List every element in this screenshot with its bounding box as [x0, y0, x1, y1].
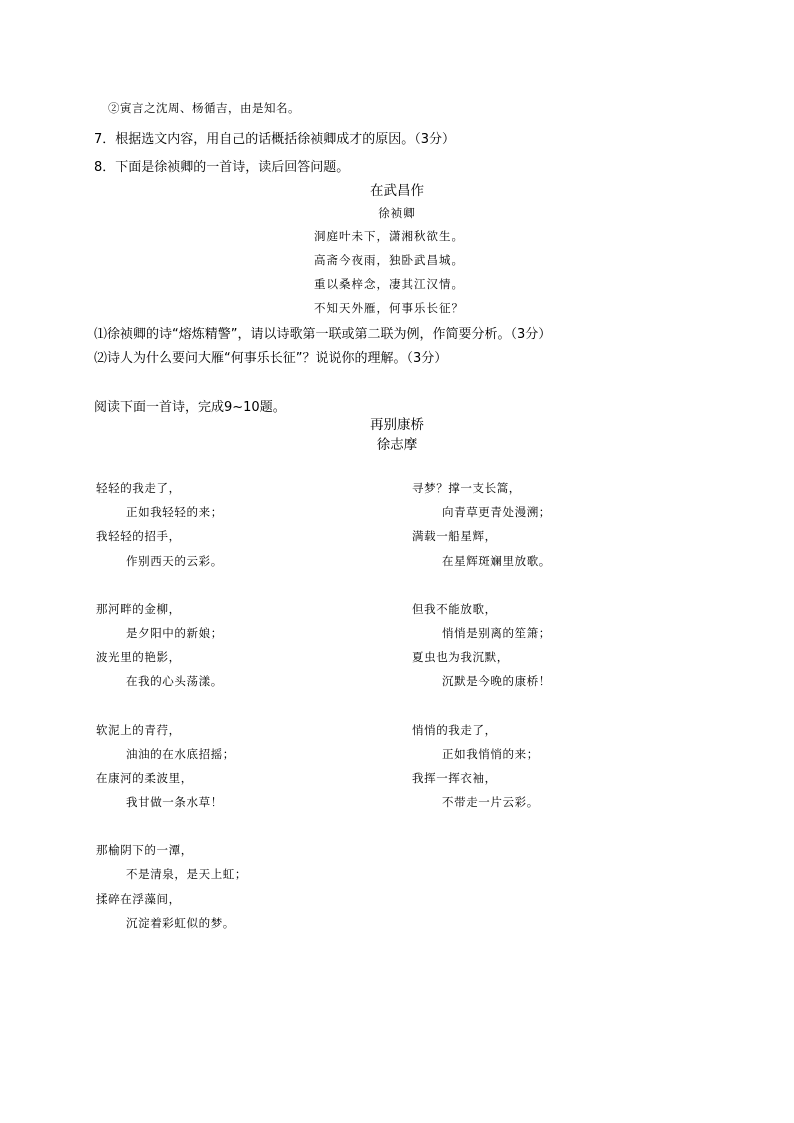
poem1-line: 洞庭叶未下，潇湘秋欲生。: [314, 229, 464, 243]
poem-line: 寻梦？撑一支长篙，: [412, 481, 521, 495]
poem-line: 作别西天的云彩。: [126, 553, 223, 568]
stanza: [412, 597, 742, 694]
poem-line: 那榆阴下的一潭，: [96, 843, 193, 858]
poem-line: 向青草更青处漫溯；: [442, 505, 551, 520]
poem-line: 我挥一挥衣袖，: [412, 770, 497, 785]
question-8-2: ⑵诗人为什么要问大雁“何事乐长征”？说说你的理解。（3分）: [94, 351, 448, 366]
stanza: [96, 597, 426, 694]
poem-line: 夏虫也为我沉默，: [412, 650, 509, 665]
poem2-author: 徐志摩: [376, 437, 418, 453]
poem2-left-column: [96, 476, 426, 935]
stanza: [96, 718, 426, 815]
poem-line: 油油的在水底招摇；: [126, 746, 235, 761]
poem-line: 那河畔的金柳，: [96, 601, 181, 616]
poem-line: 在我的心头荡漾。: [126, 674, 223, 689]
poem2-right-column: [412, 476, 742, 814]
poem1-author: 徐祯卿: [378, 206, 416, 220]
poem1-line: 重以桑梓念，凄其江汉情。: [314, 277, 464, 291]
poem-line: 沉淀着彩虹似的梦。: [126, 915, 235, 930]
stanza: [412, 476, 742, 573]
poem-line: 满载一船星辉，: [412, 529, 497, 544]
poem-line: 正如我悄悄的来；: [442, 746, 539, 761]
poem1-title: 在武昌作: [370, 183, 424, 199]
poem-line: 悄悄是别离的笙箫；: [442, 625, 551, 640]
poem-line: 悄悄的我走了，: [412, 722, 497, 737]
poem-line: 揉碎在浮藻间，: [96, 891, 181, 906]
poem-line: 是夕阳中的新娘；: [126, 625, 223, 640]
poem-line: 波光里的艳影，: [96, 650, 181, 665]
reading-instruction: 阅读下面一首诗，完成9~10题。: [94, 400, 286, 415]
poem-line: 但我不能放歌，: [412, 601, 497, 616]
question-8-1: ⑴徐祯卿的诗“熔炼精警”，请以诗歌第一联或第二联为例，作简要分析。（3分）: [94, 327, 552, 342]
poem1-line: 不知天外雁，何事乐长征？: [314, 301, 464, 315]
question-8: 8．下面是徐祯卿的一首诗，读后回答问题。: [94, 160, 350, 175]
poem-line: 正如我轻轻的来；: [126, 505, 223, 520]
poem-line: 轻轻的我走了，: [96, 481, 181, 495]
poem-line: 在康河的柔波里，: [96, 770, 193, 785]
stanza: [96, 476, 426, 573]
passage-last-line: ②寅言之沈周、杨循吉，由是知名。: [108, 101, 300, 115]
stanza: [96, 838, 426, 935]
poem-line: 不是清泉，是天上虹；: [126, 867, 247, 882]
poem-line: 我轻轻的招手，: [96, 529, 181, 544]
poem-line: 软泥上的青荇，: [96, 722, 181, 737]
poem1-line: 高斋今夜雨，独卧武昌城。: [314, 253, 464, 267]
question-7: 7．根据选文内容，用自己的话概括徐祯卿成才的原因。（3分）: [94, 132, 456, 147]
poem-line: 不带走一片云彩。: [442, 795, 539, 810]
poem-line: 我甘做一条水草！: [126, 795, 223, 810]
stanza: [412, 718, 742, 815]
poem2-title: 再别康桥: [370, 417, 424, 433]
poem-line: 在星辉斑斓里放歌。: [442, 553, 551, 568]
poem-line: 沉默是今晚的康桥！: [442, 674, 551, 689]
